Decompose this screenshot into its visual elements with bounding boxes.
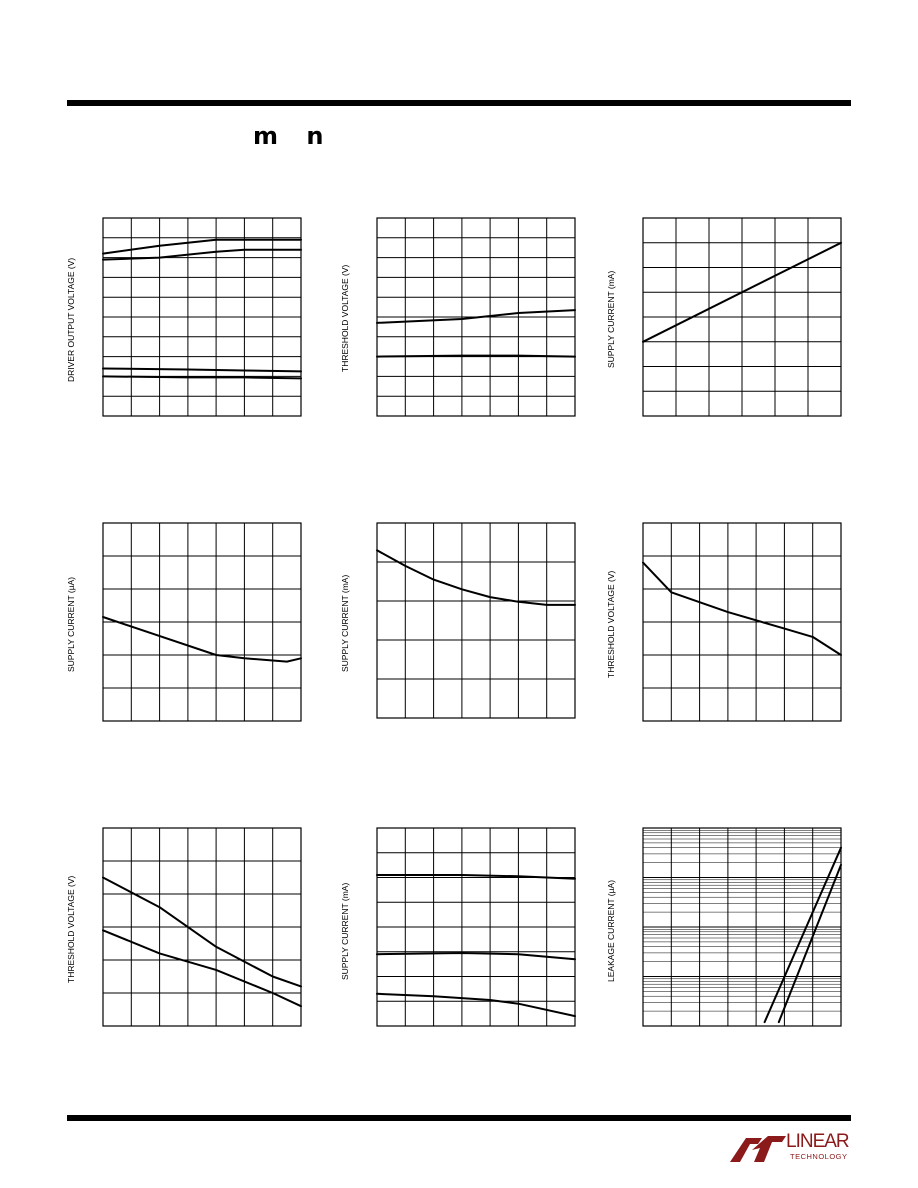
chart-1-ylabel: DRIVER OUTPUT VOLTAGE (V) bbox=[66, 257, 76, 382]
chart-9-ylabel: LEAKAGE CURRENT (µA) bbox=[606, 879, 616, 982]
section-glyphs: m n bbox=[253, 122, 334, 150]
chart-4-ylabel: SUPPLY CURRENT (µA) bbox=[66, 576, 76, 672]
chart-panel-7 bbox=[103, 828, 301, 1026]
chart-3-svg bbox=[643, 218, 841, 416]
chart-3-ylabel: SUPPLY CURRENT (mA) bbox=[606, 270, 616, 368]
series-line-3 bbox=[103, 369, 301, 372]
header-rule bbox=[67, 100, 851, 106]
series-line-2 bbox=[103, 250, 301, 260]
chart-8-ylabel: SUPPLY CURRENT (mA) bbox=[340, 882, 350, 980]
chart-panel-2 bbox=[377, 218, 575, 416]
chart-7-ylabel: THRESHOLD VOLTAGE (V) bbox=[66, 875, 76, 983]
logo-subtext: TECHNOLOGY bbox=[790, 1152, 848, 1161]
chart-2-svg bbox=[377, 218, 575, 416]
chart-9-svg bbox=[643, 828, 841, 1026]
series-line-1 bbox=[103, 240, 301, 254]
chart-5-svg bbox=[377, 523, 575, 718]
chart-panel-1 bbox=[103, 218, 301, 416]
chart-panel-9 bbox=[643, 828, 841, 1026]
chart-panel-8 bbox=[377, 828, 575, 1026]
plot-frame bbox=[377, 523, 575, 718]
logo-wordmark: LINEAR bbox=[786, 1131, 849, 1152]
series-line-1 bbox=[643, 563, 841, 655]
chart-2-ylabel: THRESHOLD VOLTAGE (V) bbox=[340, 264, 350, 372]
chart-1-svg bbox=[103, 218, 301, 416]
series-line-2 bbox=[103, 930, 301, 1006]
chart-panel-4 bbox=[103, 523, 301, 721]
chart-4-svg bbox=[103, 523, 301, 721]
chart-5-ylabel: SUPPLY CURRENT (mA) bbox=[340, 574, 350, 672]
series-line-2 bbox=[377, 953, 575, 959]
series-line-3 bbox=[377, 994, 575, 1016]
footer-rule bbox=[67, 1115, 851, 1121]
chart-panel-5 bbox=[377, 523, 575, 718]
chart-panel-6 bbox=[643, 523, 841, 721]
chart-panel-3 bbox=[643, 218, 841, 416]
series-line-1 bbox=[377, 875, 575, 879]
series-line-2 bbox=[377, 356, 575, 357]
chart-6-svg bbox=[643, 523, 841, 721]
chart-6-ylabel: THRESHOLD VOLTAGE (V) bbox=[606, 570, 616, 678]
chart-7-svg bbox=[103, 828, 301, 1026]
series-line-1 bbox=[377, 550, 575, 605]
chart-8-svg bbox=[377, 828, 575, 1026]
